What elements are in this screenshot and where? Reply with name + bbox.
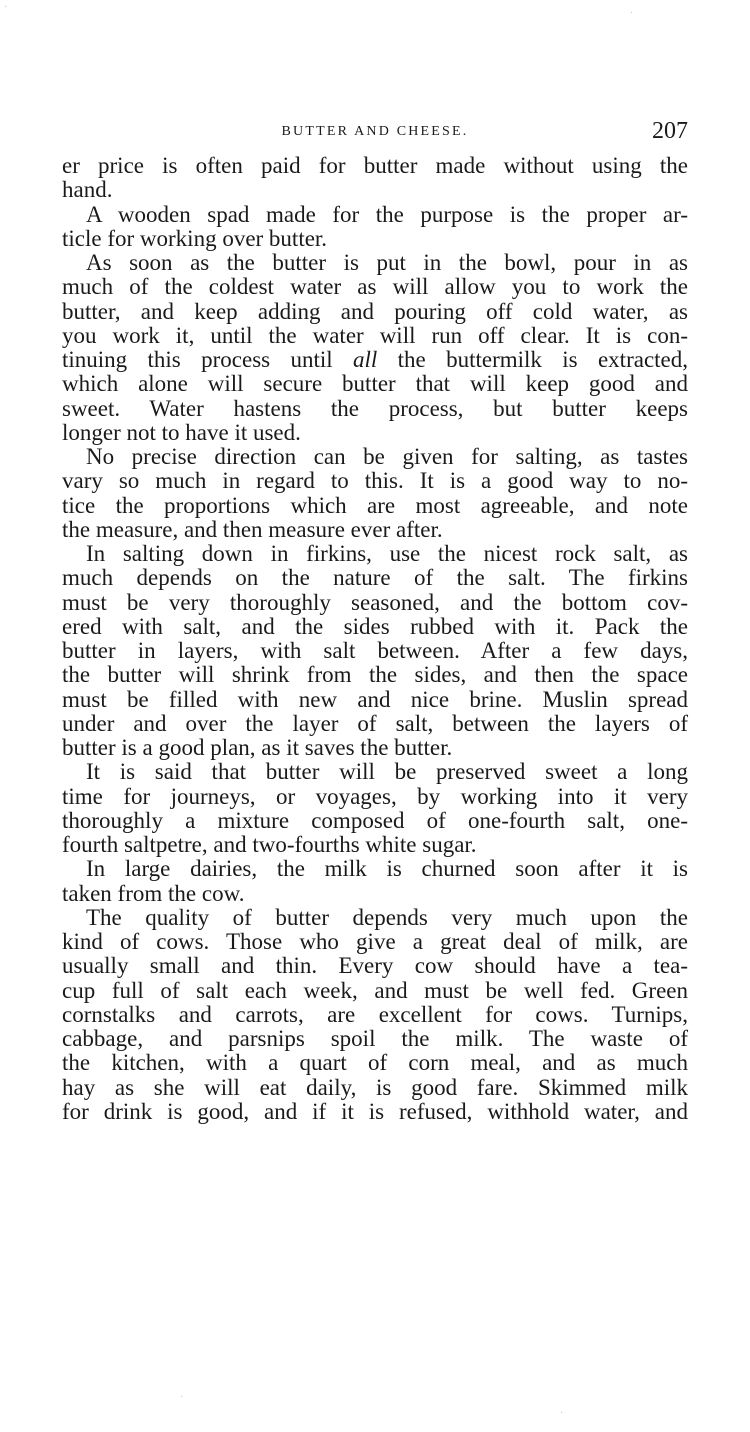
text-line: tinuing this process until all the buttermilk is extracted, <box>62 347 688 372</box>
text-line: must be filled with new and nice brine. Muslin spread <box>62 686 688 712</box>
text-line: er price is often paid for butter made without using the <box>62 153 688 178</box>
body-text <box>62 154 688 1124</box>
text-line: taken from the cow. <box>62 880 245 906</box>
paragraph <box>62 542 688 760</box>
page-number: 207 <box>652 118 688 144</box>
paragraph <box>62 203 688 252</box>
text-line: No precise direction can be given for salting, as tastes <box>86 444 688 469</box>
text-line: the measure, and then measure ever after. <box>62 516 443 542</box>
text-line: the kitchen, with a quart of corn meal, and as much <box>62 1050 688 1076</box>
scan-speck: · <box>4 2 8 13</box>
text-line: you work it, until the water will run off clear. It is con- <box>62 322 688 348</box>
text-line: hand. <box>62 177 113 203</box>
text-line: butter is a good plan, as it saves the butter. <box>62 735 453 760</box>
text-line: vary so much in regard to this. It is a good way to no- <box>62 468 688 494</box>
text-line: which alone will secure butter that will keep good and <box>62 371 688 397</box>
text-line: cup full of salt each week, and must be well fed. Green <box>62 977 688 1003</box>
text-line: In large dairies, the milk is churned soon after it is <box>86 856 688 882</box>
text-line: It is said that butter will be preserved sweet a long <box>86 759 688 785</box>
text-line: fourth saltpetre, and two-fourths white sugar. <box>62 832 477 857</box>
paragraph <box>62 445 688 542</box>
text-line: thoroughly a mixture composed of one-fourth salt, one- <box>62 807 688 833</box>
text-line: ered with salt, and the sides rubbed with it. Pack the <box>62 613 688 639</box>
text-line: sweet. Water hastens the process, but butter keeps <box>62 395 688 421</box>
running-head <box>62 118 688 154</box>
paragraph <box>62 857 688 906</box>
text-line: The quality of butter depends very much upon the <box>86 904 688 930</box>
text-line: under and over the layer of salt, between the layers of <box>62 710 688 736</box>
paragraph <box>62 906 688 1124</box>
paragraph <box>62 251 688 445</box>
text-line: cabbage, and parsnips spoil the milk. The waste of <box>62 1026 688 1051</box>
running-title: BUTTER AND CHEESE. <box>281 124 469 139</box>
text-line: much depends on the nature of the salt. The firkins <box>62 565 688 591</box>
text-line: longer not to have it used. <box>62 419 301 445</box>
text-line: must be very thoroughly seasoned, and the bottom cov- <box>62 589 688 615</box>
text-line: hay as she will eat daily, is good fare. Skimmed milk <box>62 1074 688 1100</box>
text-line: butter in layers, with salt between. After a few days, <box>62 638 688 663</box>
text-line: In salting down in firkins, use the nicest rock salt, as <box>86 541 688 566</box>
paragraph <box>62 154 688 203</box>
text-line: kind of cows. Those who give a great deal of milk, are <box>62 929 688 954</box>
book-page <box>62 118 688 1124</box>
text-line: ticle for working over butter. <box>62 225 328 251</box>
text-line: butter, and keep adding and pouring off cold water, as <box>62 298 688 324</box>
scan-speck: · <box>630 8 634 19</box>
text-line: the butter will shrink from the sides, and then the space <box>62 662 688 688</box>
text-line: for drink is good, and if it is refused, withhold water, and <box>62 1098 688 1124</box>
paragraph <box>62 760 688 857</box>
text-line: time for journeys, or voyages, by working into it very <box>62 783 688 809</box>
text-line: usually small and thin. Every cow should have a tea- <box>62 953 688 979</box>
text-line: A wooden spad made for the purpose is the proper ar- <box>86 201 688 227</box>
text-line: As soon as the butter is put in the bowl, pour in as <box>86 250 688 275</box>
scan-speck: · <box>180 1392 184 1403</box>
text-line: cornstalks and carrots, are excellent for cows. Turnips, <box>62 1001 688 1027</box>
text-line: much of the coldest water as will allow you to work the <box>62 274 688 300</box>
scan-speck: · <box>560 1408 564 1419</box>
text-line: tice the proportions which are most agreeable, and note <box>62 492 688 518</box>
